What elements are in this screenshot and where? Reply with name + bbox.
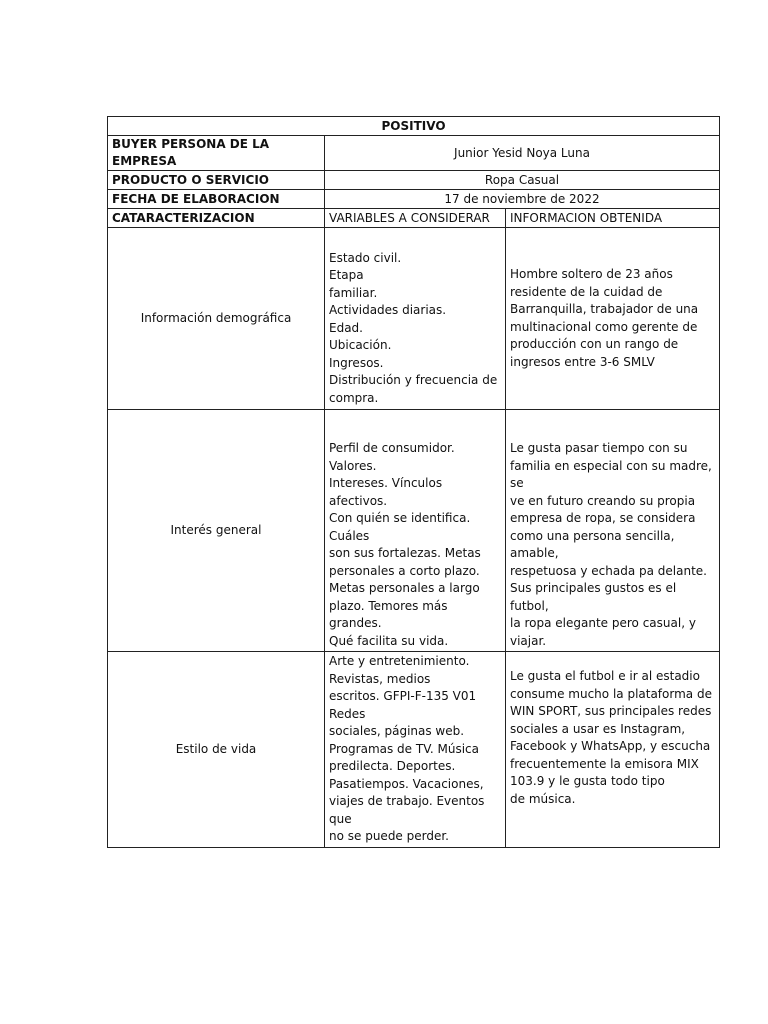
- row-label-interest: Interés general: [108, 410, 325, 652]
- row-info-lifestyle: Le gusta el futbol e ir al estadio consume mucho la plataforma de WIN SPORT, sus principales redes sociales a usar es Instagram, Facebook y WhatsApp, y escucha frecuentemente la emisora MIX 103.9 y le gusta todo tipo de música.: [506, 652, 720, 848]
- date-value: 17 de noviembre de 2022: [325, 190, 720, 209]
- row-label-lifestyle: Estilo de vida: [108, 652, 325, 848]
- buyer-persona-table: [107, 116, 720, 848]
- date-label: FECHA DE ELABORACION: [108, 190, 325, 209]
- column-header-variables: VARIABLES A CONSIDERAR: [325, 209, 506, 228]
- product-label: PRODUCTO O SERVICIO: [108, 171, 325, 190]
- row-info-demographic: Hombre soltero de 23 años residente de la cuidad de Barranquilla, trabajador de una multinacional como gerente de producción con un rango de ingresos entre 3-6 SMLV: [506, 228, 720, 410]
- column-header-row: [108, 209, 720, 228]
- table-title: POSITIVO: [108, 117, 720, 136]
- row-label-demographic: Información demográfica: [108, 228, 325, 410]
- header-row-product: [108, 171, 720, 190]
- table-row: [108, 652, 720, 848]
- row-variables-lifestyle: Arte y entretenimiento. Revistas, medios escritos. GFPI-F-135 V01 Redes sociales, páginas web. Programas de TV. Música predilecta. Deportes. Pasatiempos. Vacaciones, viajes de trabajo. Eventos que no se puede perder.: [325, 652, 506, 848]
- column-header-characterization: CATARACTERIZACION: [108, 209, 325, 228]
- header-row-date: [108, 190, 720, 209]
- row-variables-demographic: Estado civil. Etapa familiar. Actividades diarias. Edad. Ubicación. Ingresos. Distribución y frecuencia de compra.: [325, 228, 506, 410]
- buyer-value: Junior Yesid Noya Luna: [325, 136, 720, 171]
- row-variables-interest: Perfil de consumidor. Valores. Intereses. Vínculos afectivos. Con quién se identifica. Cuáles son sus fortalezas. Metas personales a corto plazo. Metas personales a largo plazo. Temores más grandes. Qué facilita su vida.: [325, 410, 506, 652]
- table-row: [108, 410, 720, 652]
- column-header-info: INFORMACION OBTENIDA: [506, 209, 720, 228]
- buyer-label: BUYER PERSONA DE LA EMPRESA: [108, 136, 325, 171]
- row-info-interest: Le gusta pasar tiempo con su familia en especial con su madre, se ve en futuro creando su propia empresa de ropa, se considera como una persona sencilla, amable, respetuosa y echada pa delante. Sus principales gustos es el futbol, la ropa elegante pero casual, y viajar.: [506, 410, 720, 652]
- product-value: Ropa Casual: [325, 171, 720, 190]
- header-row-buyer: [108, 136, 720, 171]
- title-row: [108, 117, 720, 136]
- table-row: [108, 228, 720, 410]
